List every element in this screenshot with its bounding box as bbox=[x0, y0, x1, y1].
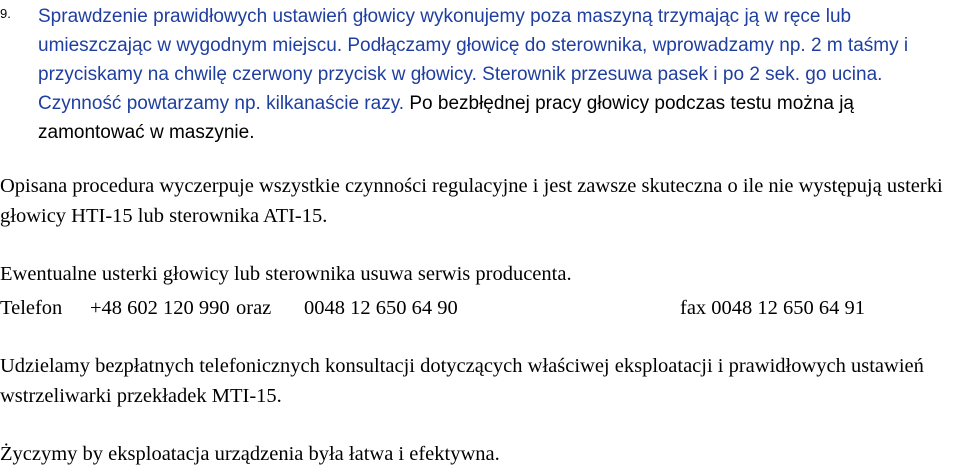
phone-label: Telefon bbox=[0, 297, 63, 319]
check-procedure-text: Sprawdzenie prawidłowych ustawień głowicy wykonujemy poza maszyną trzymając ją w ręce lub umieszczając w wygodnym miejscu. Podłączamy głowicę do sterownika, wprowadzamy np. 2 m taśmy i przyciskamy na chwilę czerwony przycisk w głowicy. Sterownik przesuwa pasek i po 2 sek. go ucina. Czynność powtarzamy np. kilkanaście razy. bbox=[38, 6, 909, 114]
phone-number-1: +48 602 120 990 bbox=[90, 297, 230, 319]
mounting-note-text: Po bezbłędnej pracy głowicy podczas testu można ją zamontować w maszynie. bbox=[38, 93, 854, 143]
list-item-number: 9. bbox=[0, 6, 11, 21]
wishes-paragraph: Życzymy by eksploatacja urządzenia była łatwa i efektywna. bbox=[0, 443, 500, 465]
contact-line bbox=[0, 293, 958, 323]
consultation-paragraph: Udzielamy bezpłatnych telefonicznych konsultacji dotyczących właściwej eksploatacji i prawidłowych ustawień wstrzeliwarki przekładek MTI-15. bbox=[0, 355, 924, 407]
phone-number-2: 0048 12 650 64 90 bbox=[304, 297, 458, 319]
fax-number: fax 0048 12 650 64 91 bbox=[680, 297, 866, 319]
conjunction-text: oraz bbox=[236, 297, 272, 319]
procedure-paragraph: Opisana procedura wyczerpuje wszystkie czynności regulacyjne i jest zawsze skuteczna o ile nie występują usterki głowicy HTI-15 lub sterownika ATI-15. bbox=[0, 175, 943, 227]
list-item-text bbox=[38, 2, 958, 147]
service-paragraph: Ewentualne usterki głowicy lub sterownika usuwa serwis producenta. bbox=[0, 263, 572, 285]
